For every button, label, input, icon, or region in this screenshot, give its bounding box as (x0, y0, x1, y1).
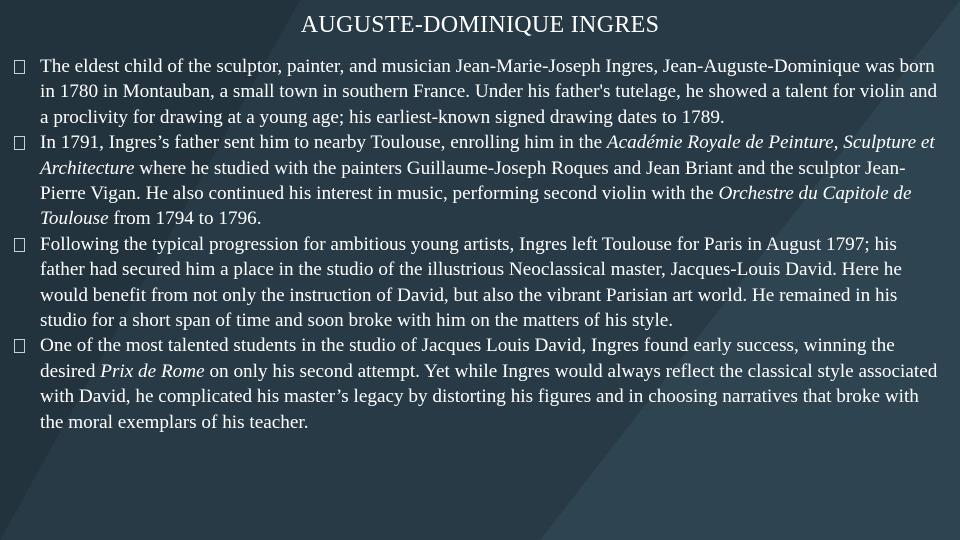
text-run: One of the most talented students in the studio of Jacques Louis David, Ingres found early success, winning the desired (40, 335, 895, 382)
bullet-marker-icon (14, 130, 40, 155)
bullet-marker-icon (14, 232, 40, 257)
text-run: from 1794 to 1796. (108, 208, 262, 230)
text-run: on only his second attempt. Yet while Ingres would always reflect the classical style associated with David, he complicated his master’s legacy by distorting his figures and in choosing narratives that broke with the moral exemplars of his teacher. (40, 360, 938, 433)
slide-title: AUGUSTE-DOMINIQUE INGRES (300, 12, 660, 38)
bullet-item (14, 54, 944, 130)
bullet-list (14, 54, 944, 435)
text-run: Following the typical progression for ambitious young artists, Ingres left Toulouse for Paris in August 1797; his father had secured him a place in the studio of the illustrious Neoclassical master, Jacques-Louis David. Here he would benefit from not only the instruction of David, but also the vibrant Parisian art world. He remained in his studio for a short span of time and soon broke with him on the matters of his style. (40, 233, 902, 332)
bullet-text (40, 232, 944, 334)
text-run: The eldest child of the sculptor, painter, and musician Jean-Marie-Joseph Ingres, Jean-Auguste-Dominique was born in 1780 in Montauban, a small town in southern France. Under his father's tutelage, he showed a talent for violin and a proclivity for drawing at a young age; his earliest-known signed drawing dates to 1789. (40, 56, 938, 128)
bullet-text (40, 54, 944, 130)
bullet-item (14, 232, 944, 334)
italic-title: Orchestre du Capitole de Toulouse (40, 183, 912, 230)
bullet-text (40, 130, 944, 232)
text-run: In 1791, Ingres’s father sent him to nearby Toulouse, enrolling him in the (40, 132, 607, 154)
italic-title: Académie Royale de Peinture, Sculpture et Architecture (40, 132, 935, 179)
italic-title: Prix de Rome (100, 360, 205, 382)
bullet-text (40, 333, 944, 435)
bullet-marker-icon (14, 54, 40, 79)
text-run: where he studied with the painters Guillaume-Joseph Roques and Jean Briant and the sculptor Jean-Pierre Vigan. He also continued his interest in music, performing second violin with the (40, 157, 906, 205)
bullet-marker-icon (14, 333, 40, 358)
bullet-item (14, 130, 944, 232)
bullet-item (14, 333, 944, 435)
